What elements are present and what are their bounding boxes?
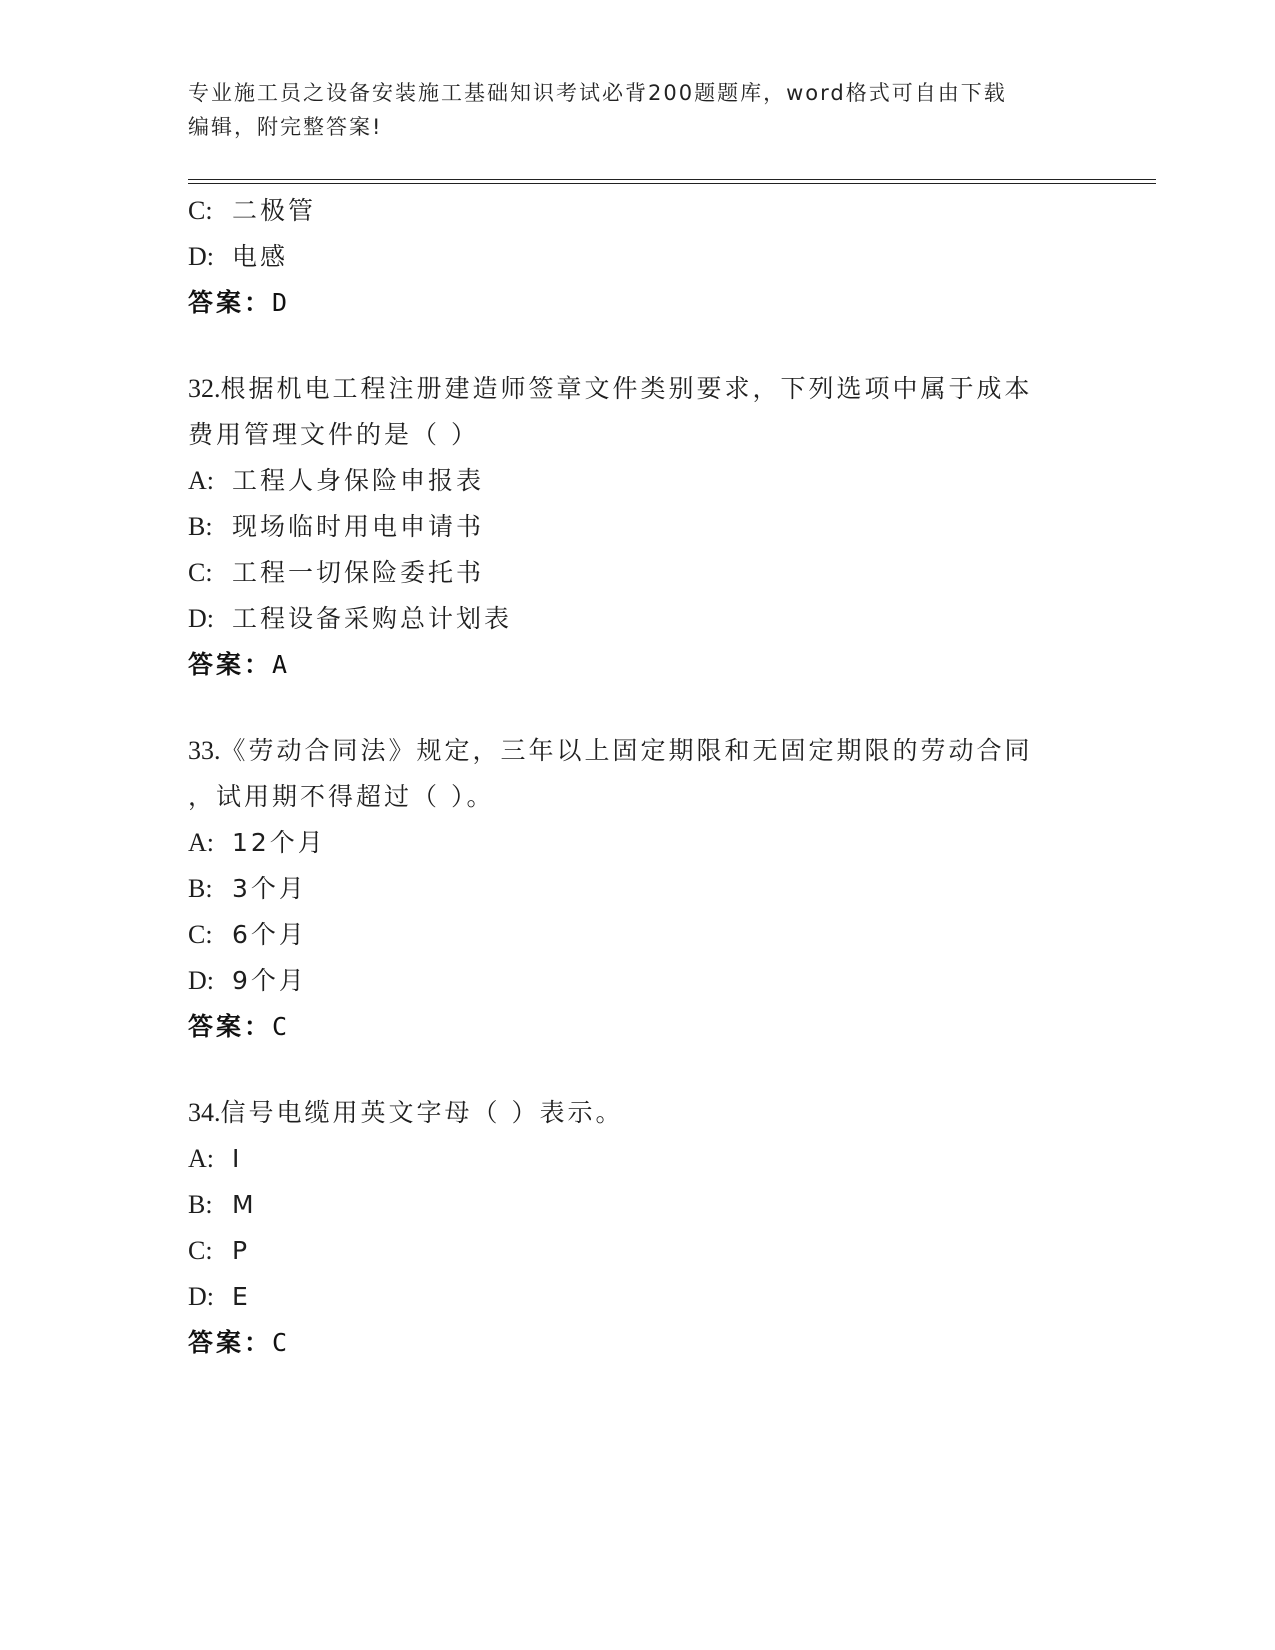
option-text: P bbox=[232, 1236, 251, 1265]
answer-key: 答案： bbox=[188, 1328, 273, 1357]
option-text: 3个月 bbox=[232, 874, 307, 903]
option-label: C: bbox=[188, 1236, 213, 1265]
question-text-line-1 bbox=[188, 728, 1088, 774]
option-text: 工程设备采购总计划表 bbox=[232, 604, 513, 633]
option-label: D: bbox=[188, 242, 214, 271]
option-label: D: bbox=[188, 604, 214, 633]
header-title-line-2: 编辑，附完整答案! bbox=[188, 115, 383, 139]
question-text-line-1 bbox=[188, 366, 1088, 412]
question-number: 34. bbox=[188, 1098, 221, 1127]
question-33 bbox=[188, 728, 1088, 1050]
answer-line bbox=[188, 1004, 1088, 1050]
option-text: 工程人身保险申报表 bbox=[232, 466, 485, 495]
answer-key: 答案： bbox=[188, 1012, 273, 1041]
option-text: 9个月 bbox=[232, 966, 307, 995]
option-b bbox=[188, 866, 1088, 912]
option-label: B: bbox=[188, 874, 213, 903]
question-32 bbox=[188, 366, 1088, 688]
option-b bbox=[188, 1182, 1088, 1228]
question-34 bbox=[188, 1090, 1088, 1366]
header-divider-bottom bbox=[188, 183, 1156, 184]
answer-key: 答案： bbox=[188, 288, 273, 317]
question-number: 33. bbox=[188, 736, 221, 765]
option-label: A: bbox=[188, 466, 214, 495]
question-number: 32. bbox=[188, 374, 221, 403]
answer-value: D bbox=[272, 288, 289, 317]
question-text: 信号电缆用英文字母（ ）表示。 bbox=[220, 1098, 624, 1127]
answer-key: 答案： bbox=[188, 650, 273, 679]
document-body bbox=[188, 188, 1088, 1366]
answer-value: C bbox=[272, 1328, 289, 1357]
answer-value: C bbox=[272, 1012, 289, 1041]
answer-line bbox=[188, 642, 1088, 688]
option-c bbox=[188, 550, 1088, 596]
header-divider-top bbox=[188, 179, 1156, 180]
header-title-line-1: 专业施工员之设备安装施工基础知识考试必背200题题库，word格式可自由下载 bbox=[188, 81, 1007, 105]
option-label: B: bbox=[188, 512, 213, 541]
question-text: 《劳动合同法》规定，三年以上固定期限和无固定期限的劳动合同 bbox=[220, 736, 1033, 765]
answer-line bbox=[188, 1320, 1088, 1366]
option-label: D: bbox=[188, 1282, 214, 1311]
option-text: 工程一切保险委托书 bbox=[232, 558, 485, 587]
option-d bbox=[188, 596, 1088, 642]
document-header bbox=[188, 76, 1088, 144]
option-a bbox=[188, 820, 1088, 866]
option-label: C: bbox=[188, 196, 213, 225]
option-text: I bbox=[232, 1144, 243, 1173]
option-a bbox=[188, 1136, 1088, 1182]
option-a bbox=[188, 458, 1088, 504]
option-label: A: bbox=[188, 1144, 214, 1173]
option-text: 12个月 bbox=[232, 828, 326, 857]
option-label: B: bbox=[188, 1190, 213, 1219]
option-text: 二极管 bbox=[232, 196, 317, 225]
option-d bbox=[188, 958, 1088, 1004]
option-label: A: bbox=[188, 828, 214, 857]
option-label: D: bbox=[188, 966, 214, 995]
answer-value: A bbox=[272, 650, 289, 679]
option-d bbox=[188, 1274, 1088, 1320]
option-text: 电感 bbox=[232, 242, 289, 271]
option-text: 6个月 bbox=[232, 920, 307, 949]
option-label: C: bbox=[188, 920, 213, 949]
option-c bbox=[188, 1228, 1088, 1274]
option-text: E bbox=[232, 1282, 251, 1311]
option-c bbox=[188, 912, 1088, 958]
option-b bbox=[188, 504, 1088, 550]
option-c bbox=[188, 188, 1088, 234]
carryover-question bbox=[188, 188, 1088, 326]
answer-line bbox=[188, 280, 1088, 326]
option-d bbox=[188, 234, 1088, 280]
question-text-line-1 bbox=[188, 1090, 1088, 1136]
question-text-line-2: ，试用期不得超过（ ）。 bbox=[188, 782, 495, 811]
option-text: M bbox=[232, 1190, 257, 1219]
question-text-line-2: 费用管理文件的是（ ） bbox=[188, 420, 479, 449]
option-label: C: bbox=[188, 558, 213, 587]
option-text: 现场临时用电申请书 bbox=[232, 512, 485, 541]
question-text: 根据机电工程注册建造师签章文件类别要求，下列选项中属于成本 bbox=[220, 374, 1033, 403]
